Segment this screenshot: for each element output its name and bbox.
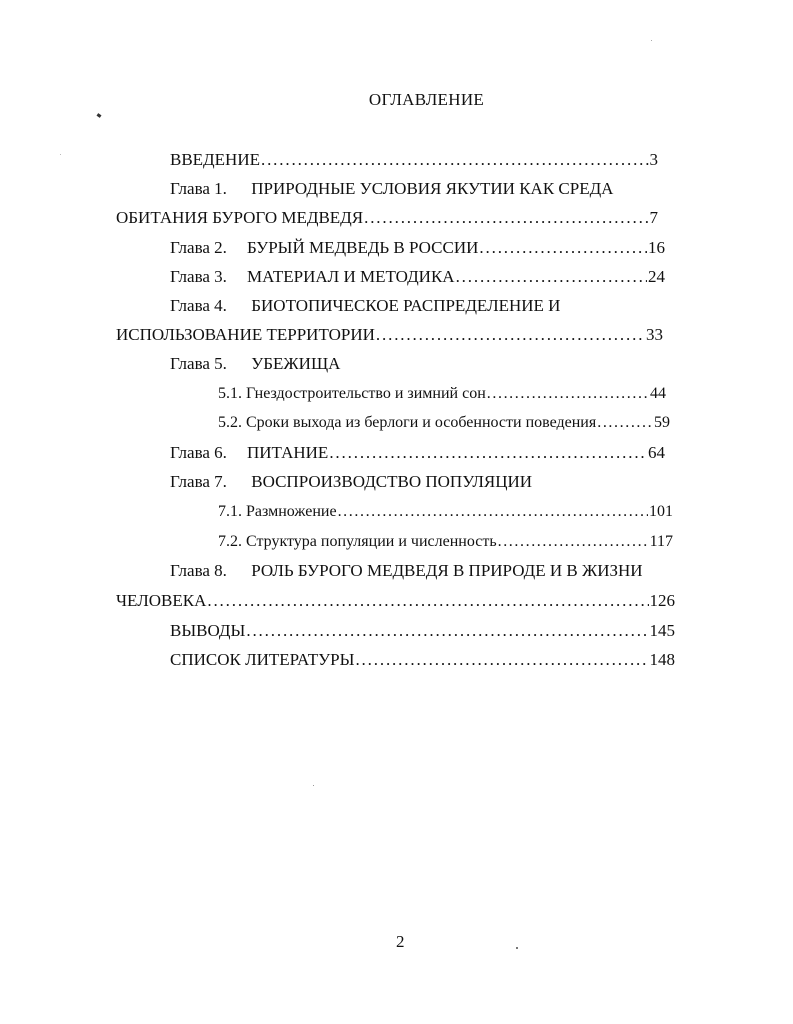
toc-entry-label: ВВЕДЕНИЕ (170, 150, 260, 169)
toc-chapter-6 (170, 443, 665, 463)
toc-page-number: 126 (649, 591, 675, 610)
toc-page-number: 33 (646, 325, 663, 344)
toc-page-number: 64 (648, 443, 665, 462)
page-number: 2 (396, 932, 405, 951)
leader-dots (261, 150, 649, 170)
leader-dots (338, 502, 648, 522)
chapter-label: Глава 5. (170, 354, 227, 373)
toc-page-number: 24 (648, 267, 665, 286)
toc-chapter-1-line1 (170, 179, 613, 199)
toc-page-number: 3 (649, 150, 658, 169)
toc-section-5-2 (218, 413, 670, 433)
leader-dots (479, 238, 647, 258)
leader-dots (498, 532, 649, 552)
scan-speck (651, 40, 652, 41)
scan-speck (60, 154, 61, 155)
section-label: 5.2. Сроки выхода из берлоги и особенности поведения (218, 414, 597, 431)
section-label: 7.1. Размножение (218, 503, 337, 520)
toc-chapter-4-line1 (170, 296, 560, 316)
toc-section-5-1 (218, 384, 666, 404)
chapter-label: Глава 3. (170, 267, 227, 286)
toc-chapter-1-line2 (116, 208, 658, 228)
toc-section-7-1 (218, 502, 673, 522)
toc-page-number: 101 (649, 503, 673, 520)
toc-entry-label: ВЫВОДЫ (170, 621, 246, 640)
toc-chapter-4-line2 (116, 325, 663, 345)
leader-dots (376, 325, 645, 345)
leader-dots (487, 384, 649, 404)
toc-page-number: 148 (649, 650, 675, 669)
toc-chapter-3 (170, 267, 665, 287)
section-label: 7.2. Структура популяции и численность (218, 533, 497, 550)
leader-dots (329, 443, 647, 463)
chapter-label: Глава 1. (170, 179, 227, 198)
scan-speck (97, 113, 102, 118)
toc-page-number: 59 (654, 414, 670, 431)
chapter-label: Глава 8. (170, 561, 227, 580)
chapter-title: РОЛЬ БУРОГО МЕДВЕДЯ В ПРИРОДЕ И В ЖИЗНИ (251, 561, 643, 580)
chapter-title-cont: ИСПОЛЬЗОВАНИЕ ТЕРРИТОРИИ (116, 325, 375, 344)
toc-chapter-5 (170, 354, 340, 374)
chapter-title-cont: ОБИТАНИЯ БУРОГО МЕДВЕДЯ (116, 208, 364, 227)
chapter-title: БИОТОПИЧЕСКОЕ РАСПРЕДЕЛЕНИЕ И (251, 296, 561, 315)
section-label: 5.1. Гнездостроительство и зимний сон (218, 385, 486, 402)
chapter-title: УБЕЖИЩА (251, 354, 341, 373)
chapter-label: Глава 6. (170, 443, 227, 462)
chapter-title: ПРИРОДНЫЕ УСЛОВИЯ ЯКУТИИ КАК СРЕДА (251, 179, 614, 198)
chapter-title: ВОСПРОИЗВОДСТВО ПОПУЛЯЦИИ (251, 472, 533, 491)
toc-section-7-2 (218, 532, 673, 552)
leader-dots (456, 267, 647, 287)
toc-page-number: 16 (648, 238, 665, 257)
toc-chapter-8-line1 (170, 561, 643, 581)
leader-dots (207, 591, 648, 611)
chapter-title: БУРЫЙ МЕДВЕДЬ В РОССИИ (247, 238, 479, 257)
leader-dots (364, 208, 648, 228)
leader-dots (246, 621, 648, 641)
toc-chapter-2 (170, 238, 665, 258)
toc-entry-conclusions (170, 621, 675, 641)
toc-page-number: 145 (649, 621, 675, 640)
toc-page-number: 117 (649, 533, 673, 550)
toc-page-number: 7 (649, 208, 658, 227)
chapter-title-cont: ЧЕЛОВЕКА (116, 591, 207, 610)
chapter-title: ПИТАНИЕ (247, 443, 329, 462)
toc-chapter-7 (170, 472, 532, 492)
scan-speck (516, 947, 518, 949)
chapter-title: МАТЕРИАЛ И МЕТОДИКА (247, 267, 455, 286)
chapter-label: Глава 2. (170, 238, 227, 257)
toc-chapter-8-line2 (116, 591, 675, 611)
leader-dots (355, 650, 648, 670)
toc-entry-label: СПИСОК ЛИТЕРАТУРЫ (170, 650, 355, 669)
toc-entry-references (170, 650, 675, 670)
toc-title: ОГЛАВЛЕНИЕ (368, 90, 485, 109)
leader-dots (597, 413, 653, 433)
toc-page-number: 44 (650, 385, 666, 402)
scan-speck (313, 785, 314, 786)
chapter-label: Глава 4. (170, 296, 227, 315)
toc-entry-intro (170, 150, 658, 170)
chapter-label: Глава 7. (170, 472, 227, 491)
